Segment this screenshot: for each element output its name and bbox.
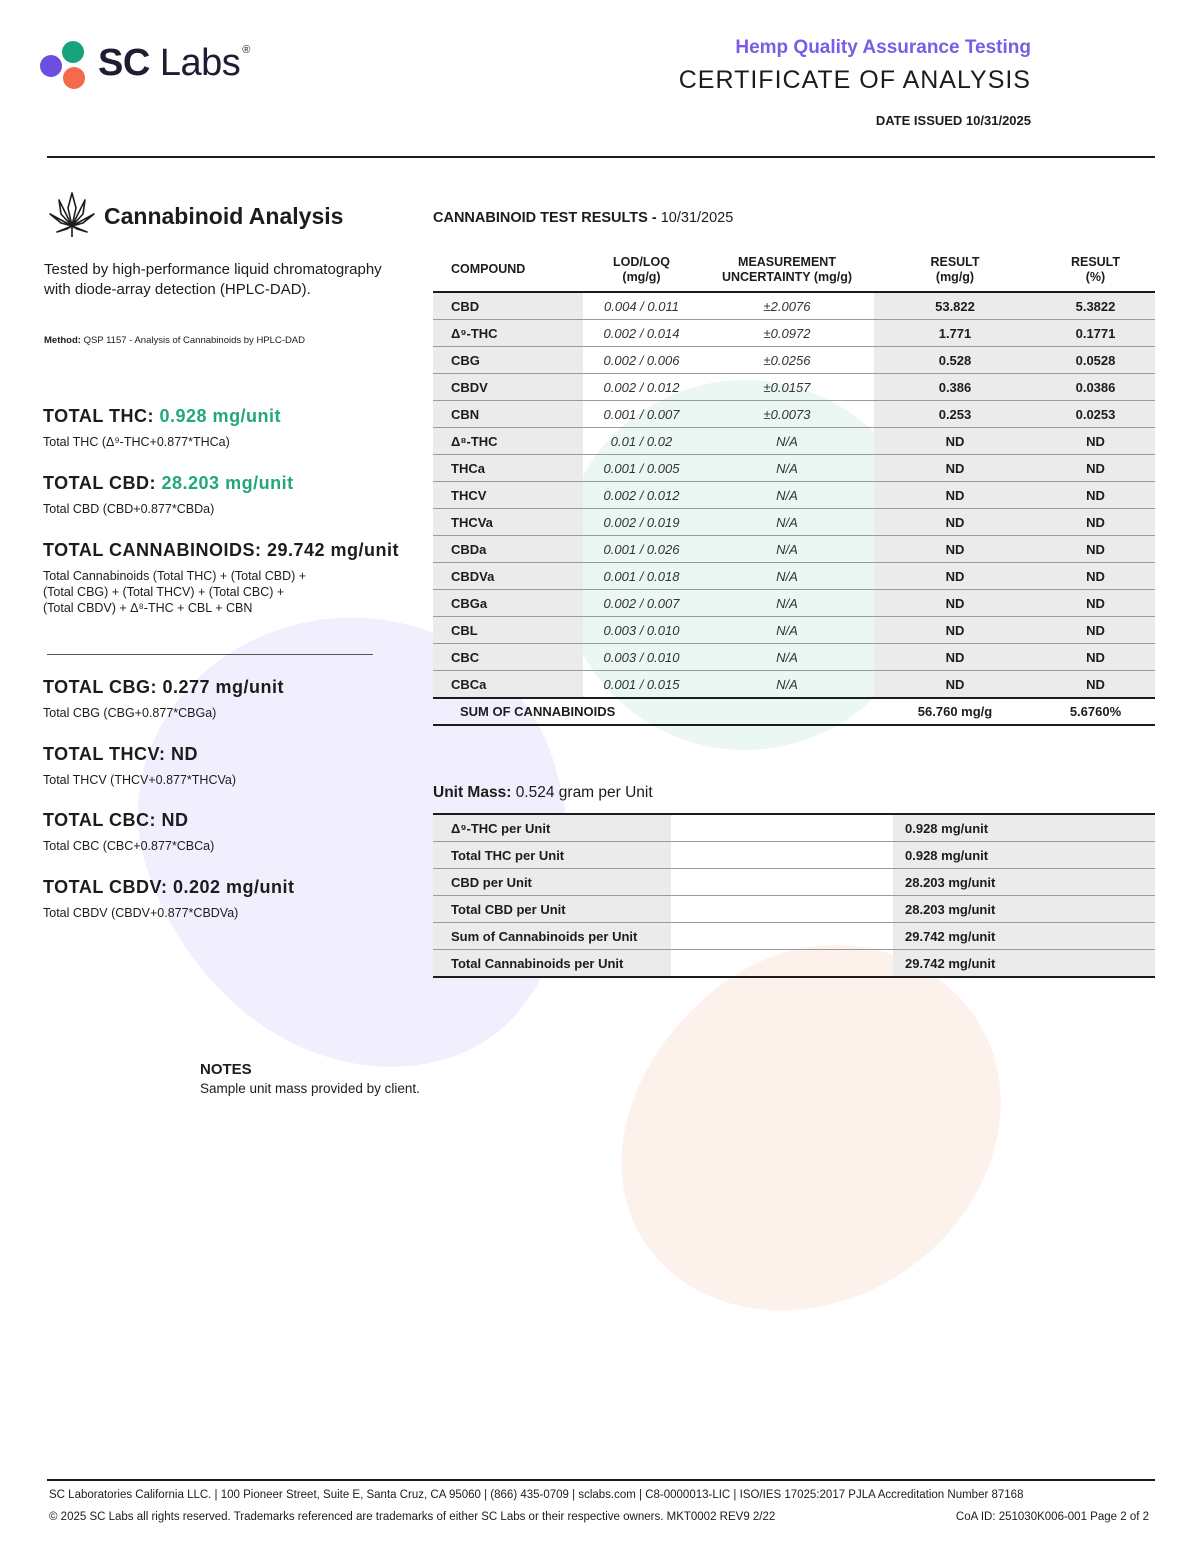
unit-row-spacer [671, 923, 893, 950]
unit-row-value: 29.742 mg/unit [893, 950, 1155, 978]
table-cell: 0.002 / 0.012 [583, 374, 700, 401]
table-cell: 0.002 / 0.019 [583, 509, 700, 536]
table-cell: 0.0386 [1036, 374, 1155, 401]
table-cell: 0.002 / 0.014 [583, 320, 700, 347]
unit-row [433, 842, 1155, 869]
table-cell: ±0.0073 [700, 401, 874, 428]
section-title: Cannabinoid Analysis [104, 203, 344, 229]
table-cell: 0.001 / 0.026 [583, 536, 700, 563]
table-cell: ND [874, 536, 1036, 563]
method-line: Method: QSP 1157 - Analysis of Cannabinoids by HPLC-DAD [44, 335, 306, 346]
table-cell: ND [1036, 617, 1155, 644]
unit-row [433, 814, 1155, 842]
logo-wordmark: SC Labs ® [98, 42, 250, 84]
total-thcv: TOTAL THCV: ND [43, 744, 198, 764]
table-row [433, 455, 1155, 482]
per-unit-table [433, 813, 1155, 978]
footer-coa-id: CoA ID: 251030K006-001 Page 2 of 2 [955, 1511, 1149, 1523]
report-subtitle: Hemp Quality Assurance Testing [735, 37, 1031, 58]
table-cell: N/A [700, 644, 874, 671]
table-row [433, 563, 1155, 590]
unit-row-spacer [671, 950, 893, 978]
table-row [433, 671, 1155, 699]
total-cbd-formula: Total CBD (CBD+0.877*CBDa) [43, 502, 215, 516]
unit-row-value: 29.742 mg/unit [893, 923, 1155, 950]
footer-address: SC Laboratories California LLC. | 100 Pioneer Street, Suite E, Santa Cruz, CA 95060 | (866) 435-0709 | sclabs.com | C8-0000013-LIC | ISO/IES 17025:2017 PJLA Accreditation Number 87168 [49, 1489, 1024, 1501]
column-header: COMPOUND [451, 262, 526, 276]
table-cell: CBDV [433, 374, 583, 401]
table-cell: ND [874, 671, 1036, 699]
unit-row-label: Total THC per Unit [433, 842, 671, 869]
date-issued: DATE ISSUED 10/31/2025 [875, 113, 1031, 128]
unit-row-spacer [671, 869, 893, 896]
left-divider [47, 654, 373, 655]
table-cell: CBCa [433, 671, 583, 699]
table-cell: 0.004 / 0.011 [583, 292, 700, 320]
table-cell: 0.528 [874, 347, 1036, 374]
unit-row-label: Δ⁹-THC per Unit [433, 814, 671, 842]
table-cell: ±0.0972 [700, 320, 874, 347]
table-row [433, 509, 1155, 536]
table-cell: 0.001 / 0.015 [583, 671, 700, 699]
unit-row-label: Total CBD per Unit [433, 896, 671, 923]
table-cell: THCV [433, 482, 583, 509]
table-cell: ND [1036, 536, 1155, 563]
column-header: RESULT (%) [1070, 254, 1121, 284]
table-cell: 0.1771 [1036, 320, 1155, 347]
table-row [433, 292, 1155, 320]
total-cbg-formula: Total CBG (CBG+0.877*CBGa) [43, 706, 217, 720]
table-cell: ±2.0076 [700, 292, 874, 320]
table-row [433, 644, 1155, 671]
table-cell: THCa [433, 455, 583, 482]
total-cbc: TOTAL CBC: ND [43, 810, 189, 830]
report-title: CERTIFICATE OF ANALYSIS [678, 66, 1031, 94]
table-cell: 0.001 / 0.007 [583, 401, 700, 428]
table-cell: 53.822 [874, 292, 1036, 320]
table-cell: N/A [700, 563, 874, 590]
unit-row [433, 896, 1155, 923]
table-cell: N/A [700, 428, 874, 455]
table-cell: Δ⁸-THC [433, 428, 583, 455]
unit-row-value: 28.203 mg/unit [893, 896, 1155, 923]
table-cell: ND [874, 617, 1036, 644]
analysis-description: Tested by high-performance liquid chromatography with diode-array detection (HPLC-DAD). [44, 261, 382, 298]
table-cell: ND [1036, 428, 1155, 455]
table-row [433, 590, 1155, 617]
table-cell: Δ⁹-THC [433, 320, 583, 347]
total-thc: TOTAL THC: 0.928 mg/unit [43, 406, 282, 426]
column-header: RESULT (mg/g) [930, 254, 980, 284]
footer-divider [47, 1479, 1155, 1481]
unit-row-value: 28.203 mg/unit [893, 869, 1155, 896]
column-header: MEASUREMENT UNCERTAINTY (mg/g) [721, 254, 853, 284]
unit-mass-heading: Unit Mass: 0.524 gram per Unit [433, 784, 653, 801]
results-header-row [433, 248, 1155, 292]
table-cell: N/A [700, 617, 874, 644]
header-divider [47, 156, 1155, 158]
sum-mg: 56.760 mg/g [874, 698, 1036, 725]
table-cell: CBD [433, 292, 583, 320]
results-heading: CANNABINOID TEST RESULTS - 10/31/2025 [433, 210, 734, 226]
table-cell: 0.001 / 0.005 [583, 455, 700, 482]
table-cell: 0.0528 [1036, 347, 1155, 374]
table-cell: ND [874, 563, 1036, 590]
table-cell: ND [874, 428, 1036, 455]
total-cbdv-formula: Total CBDV (CBDV+0.877*CBDVa) [43, 906, 239, 920]
unit-row-value: 0.928 mg/unit [893, 842, 1155, 869]
table-cell: 0.002 / 0.012 [583, 482, 700, 509]
unit-row-spacer [671, 896, 893, 923]
table-row [433, 374, 1155, 401]
table-row [433, 347, 1155, 374]
unit-row-label: CBD per Unit [433, 869, 671, 896]
table-cell: ±0.0157 [700, 374, 874, 401]
table-cell: ±0.0256 [700, 347, 874, 374]
table-row [433, 482, 1155, 509]
unit-row [433, 950, 1155, 978]
notes-text: Sample unit mass provided by client. [200, 1081, 420, 1096]
table-cell: ND [874, 509, 1036, 536]
table-cell: CBC [433, 644, 583, 671]
sum-row [433, 698, 1155, 725]
unit-row [433, 923, 1155, 950]
table-cell: 0.002 / 0.006 [583, 347, 700, 374]
unit-row-spacer [671, 814, 893, 842]
total-cannabinoids: TOTAL CANNABINOIDS: 29.742 mg/unit [43, 540, 400, 560]
table-cell: CBN [433, 401, 583, 428]
table-cell: ND [1036, 644, 1155, 671]
table-cell: ND [1036, 482, 1155, 509]
table-cell: N/A [700, 509, 874, 536]
table-cell: N/A [700, 590, 874, 617]
sum-pct: 5.6760% [1036, 698, 1155, 725]
table-cell: 5.3822 [1036, 292, 1155, 320]
table-cell: 0.253 [874, 401, 1036, 428]
table-cell: ND [1036, 455, 1155, 482]
total-cbg: TOTAL CBG: 0.277 mg/unit [43, 677, 285, 697]
table-cell: 1.771 [874, 320, 1036, 347]
unit-row-spacer [671, 842, 893, 869]
table-cell: 0.003 / 0.010 [583, 617, 700, 644]
table-cell: N/A [700, 482, 874, 509]
notes-title: NOTES [200, 1061, 252, 1078]
total-cbdv: TOTAL CBDV: 0.202 mg/unit [43, 877, 295, 897]
table-cell: N/A [700, 536, 874, 563]
total-cannabinoids-formula: Total Cannabinoids (Total THC) + (Total CBD) + (Total CBG) + (Total THCV) + (Total CBC) + (Total CBDV) + Δ⁸-THC + CBL + CBN [43, 569, 307, 615]
footer-copyright: © 2025 SC Labs all rights reserved. Trademarks referenced are trademarks of either SC Labs or their respective owners. MKT0002 REV9 2/22 [49, 1511, 776, 1523]
table-cell: ND [1036, 671, 1155, 699]
table-cell: ND [1036, 509, 1155, 536]
table-cell: N/A [700, 671, 874, 699]
table-row [433, 428, 1155, 455]
table-cell: ND [1036, 563, 1155, 590]
unit-row-label: Total Cannabinoids per Unit [433, 950, 671, 978]
table-cell: 0.01 / 0.02 [583, 428, 700, 455]
total-cbc-formula: Total CBC (CBC+0.877*CBCa) [43, 839, 215, 853]
table-cell: 0.002 / 0.007 [583, 590, 700, 617]
column-header: LOD/LOQ (mg/g) [613, 254, 670, 284]
table-cell: N/A [700, 455, 874, 482]
table-cell: THCVa [433, 509, 583, 536]
table-cell: ND [874, 455, 1036, 482]
table-row [433, 617, 1155, 644]
unit-row-value: 0.928 mg/unit [893, 814, 1155, 842]
total-thcv-formula: Total THCV (THCV+0.877*THCVa) [43, 773, 236, 787]
table-cell: CBDa [433, 536, 583, 563]
cannabis-leaf-icon [47, 190, 97, 240]
table-row [433, 536, 1155, 563]
table-cell: 0.003 / 0.010 [583, 644, 700, 671]
table-cell: ND [874, 482, 1036, 509]
unit-row-label: Sum of Cannabinoids per Unit [433, 923, 671, 950]
table-cell: ND [874, 644, 1036, 671]
total-cbd: TOTAL CBD: 28.203 mg/unit [43, 473, 294, 493]
table-cell: ND [874, 590, 1036, 617]
table-cell: 0.0253 [1036, 401, 1155, 428]
table-cell: 0.386 [874, 374, 1036, 401]
table-cell: CBGa [433, 590, 583, 617]
table-row [433, 401, 1155, 428]
table-cell: CBG [433, 347, 583, 374]
total-thc-formula: Total THC (Δ⁹-THC+0.877*THCa) [43, 435, 230, 449]
table-cell: ND [1036, 590, 1155, 617]
table-cell: 0.001 / 0.018 [583, 563, 700, 590]
sum-label: SUM OF CANNABINOIDS [433, 698, 874, 725]
unit-row [433, 869, 1155, 896]
table-row [433, 320, 1155, 347]
table-cell: CBDVa [433, 563, 583, 590]
table-cell: CBL [433, 617, 583, 644]
cannabinoid-results-table [433, 248, 1155, 726]
